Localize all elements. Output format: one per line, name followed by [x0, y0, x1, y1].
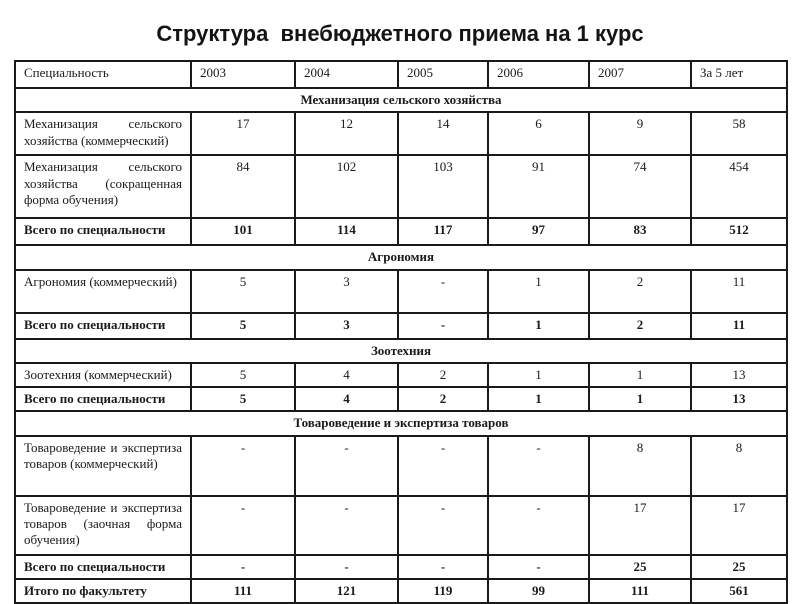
column-header: 2003 — [191, 61, 295, 88]
value-cell: - — [488, 436, 589, 496]
value-cell: 1 — [488, 270, 589, 313]
total-row — [15, 555, 787, 579]
value-cell: 4 — [295, 363, 398, 387]
section-header-row — [15, 245, 787, 269]
value-cell: 512 — [691, 218, 787, 245]
value-cell: 25 — [589, 555, 691, 579]
value-cell: 8 — [589, 436, 691, 496]
value-cell: 84 — [191, 155, 295, 218]
value-cell: 102 — [295, 155, 398, 218]
value-cell: 101 — [191, 218, 295, 245]
footer-row — [15, 579, 787, 603]
value-cell: 103 — [398, 155, 488, 218]
row-label: Агрономия (коммерческий) — [15, 270, 191, 313]
row-label: Зоотехния (коммерческий) — [15, 363, 191, 387]
value-cell: 111 — [589, 579, 691, 603]
row-label: Всего по специальности — [15, 313, 191, 339]
value-cell: 91 — [488, 155, 589, 218]
value-cell: 1 — [488, 387, 589, 411]
value-cell: - — [398, 313, 488, 339]
value-cell: 25 — [691, 555, 787, 579]
value-cell: 3 — [295, 313, 398, 339]
value-cell: - — [398, 436, 488, 496]
value-cell: 2 — [589, 270, 691, 313]
row-label: Всего по специальности — [15, 555, 191, 579]
value-cell: 1 — [488, 313, 589, 339]
total-row — [15, 387, 787, 411]
value-cell: 5 — [191, 270, 295, 313]
value-cell: - — [295, 555, 398, 579]
table-header-row — [15, 61, 787, 88]
column-header: Специальность — [15, 61, 191, 88]
data-row — [15, 270, 787, 313]
row-label: Механизация сельского хозяйства (коммерческий) — [15, 112, 191, 155]
value-cell: 4 — [295, 387, 398, 411]
section-header-row — [15, 411, 787, 435]
row-label: Всего по специальности — [15, 387, 191, 411]
value-cell: - — [488, 496, 589, 555]
column-header: 2005 — [398, 61, 488, 88]
column-header: 2006 — [488, 61, 589, 88]
value-cell: 13 — [691, 363, 787, 387]
value-cell: - — [488, 555, 589, 579]
section-title: Агрономия — [15, 245, 787, 269]
value-cell: 17 — [589, 496, 691, 555]
value-cell: - — [191, 496, 295, 555]
section-header-row — [15, 339, 787, 363]
value-cell: 8 — [691, 436, 787, 496]
column-header: За 5 лет — [691, 61, 787, 88]
row-label: Механизация сельского хозяйства (сокращенная форма обучения) — [15, 155, 191, 218]
value-cell: - — [295, 436, 398, 496]
value-cell: 6 — [488, 112, 589, 155]
value-cell: - — [191, 436, 295, 496]
section-title: Механизация сельского хозяйства — [15, 88, 787, 112]
value-cell: - — [398, 555, 488, 579]
data-row — [15, 363, 787, 387]
data-row — [15, 436, 787, 496]
row-label: Товароведение и экспертиза товаров (заочная форма обучения) — [15, 496, 191, 555]
value-cell: - — [398, 496, 488, 555]
value-cell: 1 — [589, 387, 691, 411]
total-row — [15, 313, 787, 339]
value-cell: 1 — [488, 363, 589, 387]
data-row — [15, 112, 787, 155]
row-label: Товароведение и экспертиза товаров (коммерческий) — [15, 436, 191, 496]
total-row — [15, 218, 787, 245]
value-cell: 114 — [295, 218, 398, 245]
value-cell: 11 — [691, 313, 787, 339]
value-cell: 12 — [295, 112, 398, 155]
value-cell: 5 — [191, 387, 295, 411]
value-cell: 83 — [589, 218, 691, 245]
value-cell: 2 — [589, 313, 691, 339]
value-cell: 11 — [691, 270, 787, 313]
section-title: Зоотехния — [15, 339, 787, 363]
admissions-table — [14, 60, 788, 604]
row-label: Всего по специальности — [15, 218, 191, 245]
section-header-row — [15, 88, 787, 112]
section-title: Товароведение и экспертиза товаров — [15, 411, 787, 435]
data-row — [15, 496, 787, 555]
value-cell: 119 — [398, 579, 488, 603]
value-cell: 561 — [691, 579, 787, 603]
value-cell: 58 — [691, 112, 787, 155]
value-cell: 14 — [398, 112, 488, 155]
page-title: Структура внебюджетного приема на 1 курс — [156, 21, 644, 46]
value-cell: 2 — [398, 387, 488, 411]
value-cell: 74 — [589, 155, 691, 218]
value-cell: 13 — [691, 387, 787, 411]
value-cell: 1 — [589, 363, 691, 387]
value-cell: 3 — [295, 270, 398, 313]
value-cell: 111 — [191, 579, 295, 603]
value-cell: - — [191, 555, 295, 579]
value-cell: 17 — [191, 112, 295, 155]
value-cell: 117 — [398, 218, 488, 245]
value-cell: 5 — [191, 363, 295, 387]
column-header: 2004 — [295, 61, 398, 88]
value-cell: 99 — [488, 579, 589, 603]
value-cell: 2 — [398, 363, 488, 387]
data-row — [15, 155, 787, 218]
value-cell: - — [398, 270, 488, 313]
value-cell: 5 — [191, 313, 295, 339]
value-cell: 121 — [295, 579, 398, 603]
value-cell: 97 — [488, 218, 589, 245]
value-cell: 17 — [691, 496, 787, 555]
value-cell: - — [295, 496, 398, 555]
row-label: Итого по факультету — [15, 579, 191, 603]
value-cell: 9 — [589, 112, 691, 155]
value-cell: 454 — [691, 155, 787, 218]
column-header: 2007 — [589, 61, 691, 88]
